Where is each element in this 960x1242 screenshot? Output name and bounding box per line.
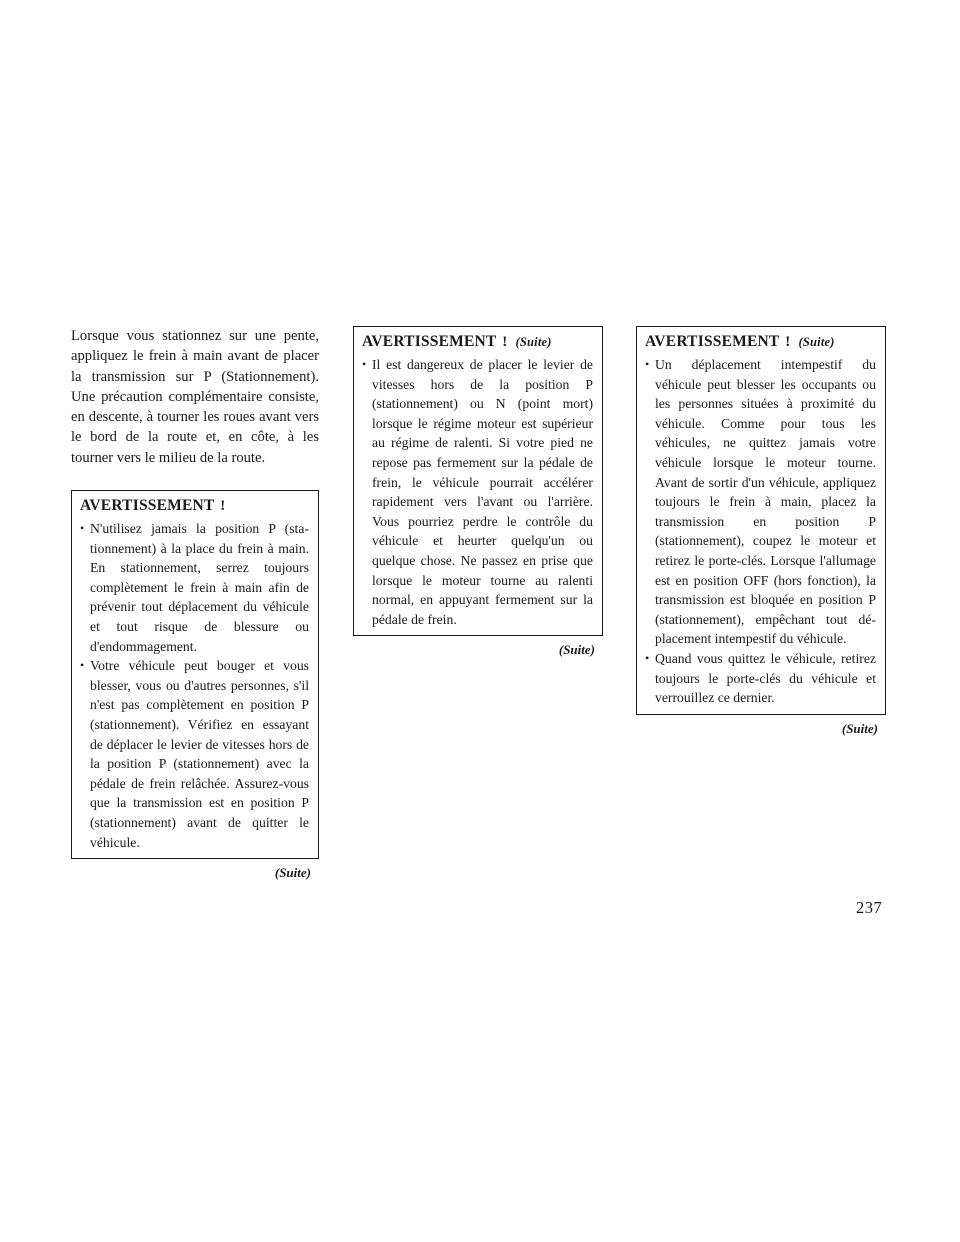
bullet-icon: • (80, 521, 85, 536)
warning-box-3 (636, 326, 886, 715)
title-continued-label: (Suite) (515, 335, 552, 349)
bullet-icon: • (645, 650, 650, 665)
list-item: • Quand vous quittez le véhicule, retirez toujours le porte-clés du véhicule et verrouillez ce dernier. (645, 650, 876, 706)
warning-title-text: AVERTISSEMENT (362, 333, 497, 350)
warning-title-text: AVERTISSEMENT (80, 497, 215, 515)
warning-box-2 (353, 326, 603, 636)
warning-bullet-list (362, 355, 593, 629)
warning-box-1 (71, 490, 319, 859)
continued-label: (Suite) (274, 865, 311, 881)
warning-bullet-list (80, 519, 309, 852)
list-item: • Un déplacement intempestif du véhicule peut blesser les occupants ou les personnes situées à proximité du véhicule. Comme pour tous les véhicules, ne quittez jamais votre véhicule lorsque le moteur tourne. Avant de sortir d'un véhicule, appliquez toujours le frein à main, placez la transmission en position P (stationnement), coupez le moteur et retirez le porte-clés. Lorsque l'allumage est en position OFF (hors fonction), la transmission est bloquée en position P (stationnement), empêchant tout déplacement intempestif du véhicule. (645, 357, 876, 647)
column-1 (71, 326, 319, 881)
continued-label: (Suite) (558, 642, 595, 658)
column-3 (636, 326, 886, 737)
warning-title (645, 332, 876, 352)
warning-title (80, 496, 309, 516)
title-continued-label: (Suite) (798, 335, 835, 349)
list-item: • Il est dangereux de placer le levier de vitesses hors de la position P (stationnement) ou N (point mort) lorsque le régime moteur est supérieur au régime de ralenti. Si votre pied ne repose pas fermement sur la pédale de frein, le véhicule pourrait accélérer rapidement vers l'avant ou l'arrière. Vous pourriez perdre le contrôle du véhicule et heurter quelqu'un ou quelque chose. Ne passez en prise que lorsque le moteur tourne au ralenti normal, en appuyant fermement sur la pédale de frein. (362, 357, 593, 627)
list-item: • Votre véhicule peut bouger et vous blesser, vous ou d'autres personnes, s'il n'est pas complètement en position P (stationnement). Vérifiez en essayant de déplacer le levier de vitesses hors de la position P (stationnement) avec la pédale de frein relâchée. Assurez-vous que la transmission est en position P (stationnement) avant de quitter le véhicule. (80, 658, 309, 850)
bullet-icon: • (80, 658, 85, 673)
warning-mark: ! (502, 334, 508, 350)
bullet-icon: • (645, 357, 650, 371)
page-number: 237 (856, 898, 883, 917)
warning-mark: ! (220, 498, 226, 515)
bullet-icon: • (362, 357, 367, 371)
warning-mark: ! (785, 334, 791, 350)
warning-title (362, 332, 593, 352)
list-item: • N'utilisez jamais la position P (stationnement) à la place du frein à main. En stationnement, serrez toujours complètement le frein à main afin de prévenir tout déplacement du véhicule et tout risque de blessure ou d'endommagement. (80, 521, 309, 654)
intro-paragraph: Lorsque vous stationnez sur une pente, appliquez le frein à main avant de placer la transmission sur P (Stationnement). Une précaution complémentaire consiste, en descente, à tourner les roues avant vers le bord de la route et, en côte, à les tourner vers le milieu de la route. (71, 328, 319, 466)
column-2 (353, 326, 603, 658)
warning-title-text: AVERTISSEMENT (645, 333, 780, 350)
continued-label: (Suite) (841, 720, 878, 736)
warning-bullet-list (645, 355, 876, 708)
